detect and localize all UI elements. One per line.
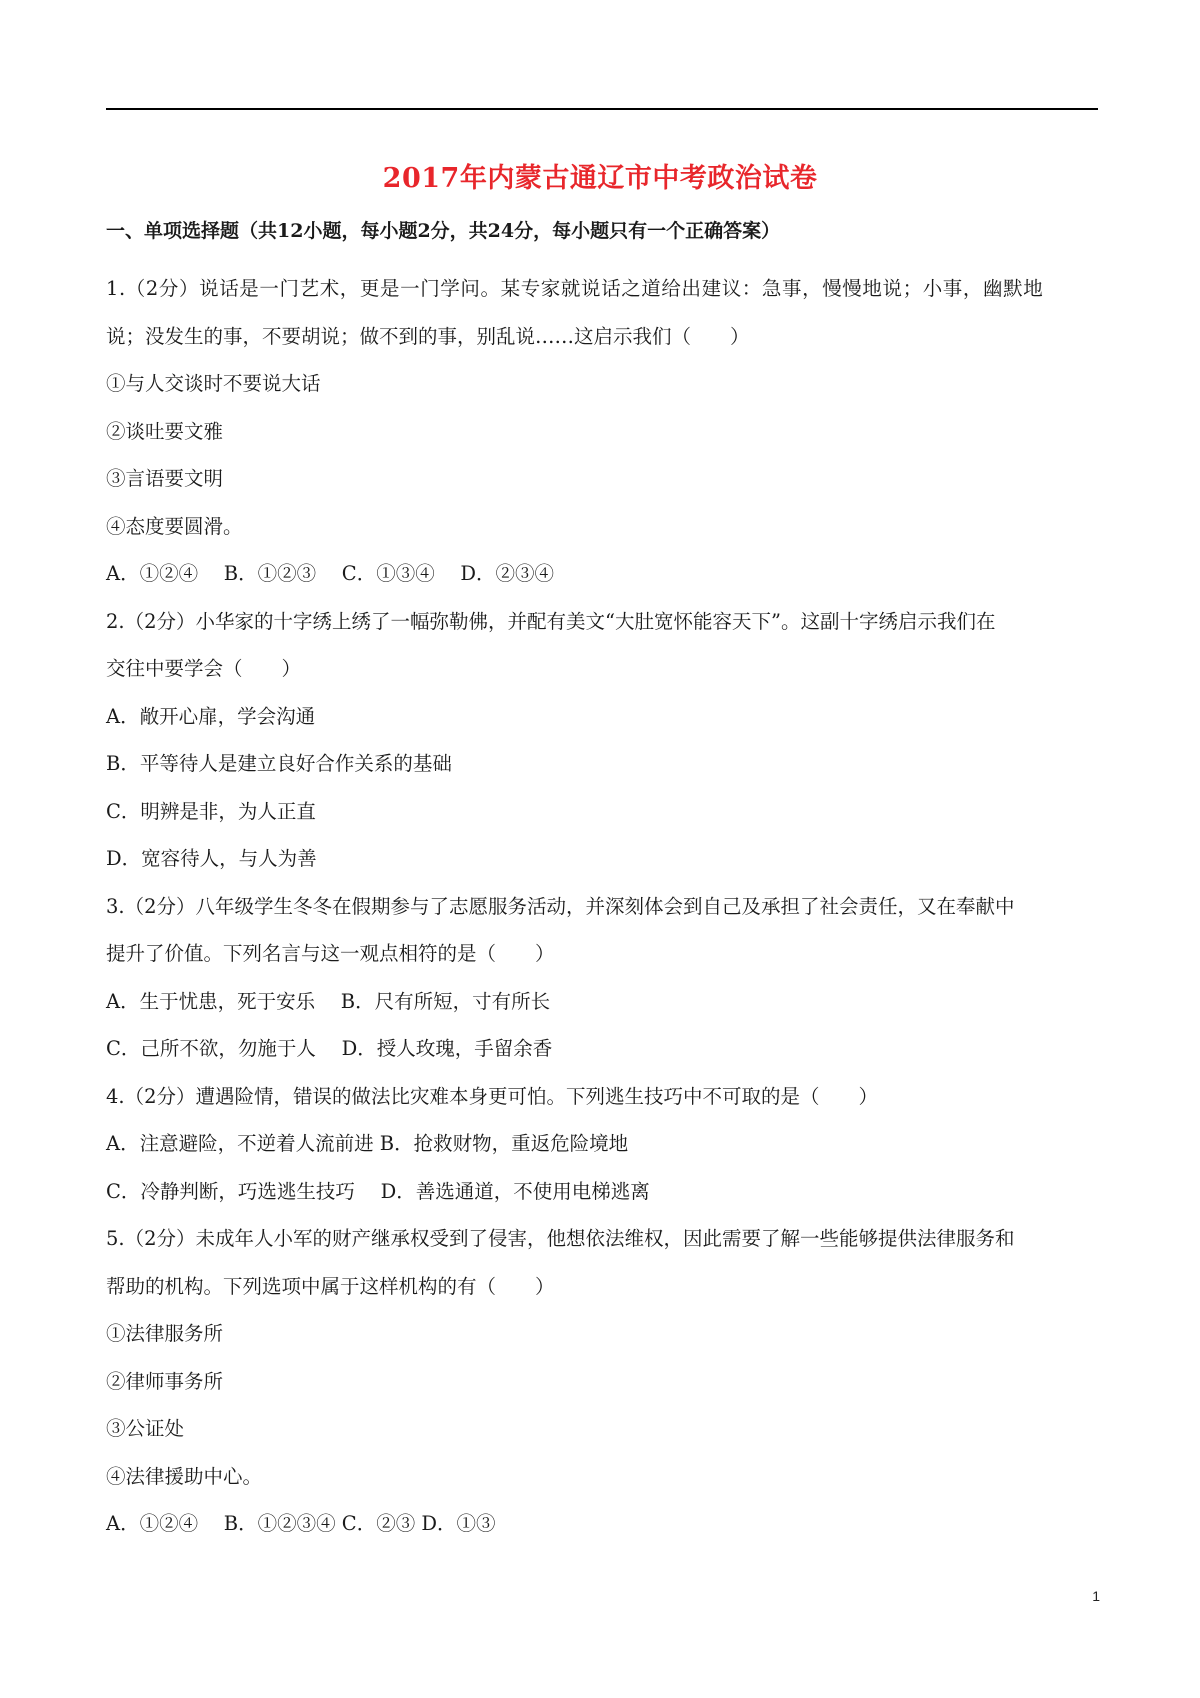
question-4-options-ab: A．注意避险，不逆着人流前进 B．抢救财物，重返危险境地 — [106, 1132, 629, 1155]
question-5-stem-line-2: 帮助的机构。下列选项中属于这样机构的有（ ） — [106, 1274, 555, 1298]
question-4-options-cd: C．冷静判断，巧选逃生技巧 D．善选通道，不使用电梯逃离 — [106, 1179, 650, 1203]
question-5-statement-1: ①法律服务所 — [106, 1322, 224, 1345]
question-1-statement-3: ③言语要文明 — [106, 467, 224, 490]
question-1-statement-4: ④态度要圆滑。 — [106, 514, 243, 538]
question-2-stem-line-2: 交往中要学会（ ） — [106, 657, 302, 680]
question-3-options-cd: C．己所不欲，勿施于人 D．授人玫瑰，手留余香 — [106, 1037, 553, 1060]
question-3-stem-line-2: 提升了价值。下列名言与这一观点相符的是（ ） — [106, 942, 555, 965]
exam-content — [106, 218, 1102, 1548]
question-2-option-a: A．敞开心扉，学会沟通 — [106, 704, 316, 728]
question-3-options-ab: A．生于忧患，死于安乐 B．尺有所短，寸有所长 — [106, 989, 551, 1013]
question-2-stem-line-1: 2.（2分）小华家的十字绣上绣了一幅弥勒佛，并配有美文“大肚宽怀能容天下”。这副十字绣启示我们在 — [106, 609, 996, 633]
question-2-option-d: D．宽容待人，与人为善 — [106, 847, 317, 870]
question-1-stem-line-2: 说；没发生的事，不要胡说；做不到的事，别乱说……这启示我们（ ） — [106, 324, 750, 348]
question-1-statement-2: ②谈吐要文雅 — [106, 419, 224, 443]
page-number: 1 — [1092, 1588, 1100, 1604]
question-1-options: A．①②④ B．①②③ C．①③④ D．②③④ — [106, 562, 555, 585]
header-rule — [106, 108, 1098, 110]
page-title: 2017年内蒙古通辽市中考政治试卷 — [382, 163, 818, 194]
question-1-stem-line-1: 1.（2分）说话是一门艺术，更是一门学问。某专家就说话之道给出建议：急事，慢慢地说；小事，幽默地 — [106, 277, 1044, 300]
question-2-option-b: B．平等待人是建立良好合作关系的基础 — [106, 752, 452, 775]
question-5-statement-3: ③公证处 — [106, 1417, 185, 1440]
section-heading: 一、单项选择题（共12小题，每小题2分，共24分，每小题只有一个正确答案） — [106, 220, 781, 242]
question-5-statement-2: ②律师事务所 — [106, 1369, 224, 1393]
question-5-stem-line-1: 5.（2分）未成年人小军的财产继承权受到了侵害，他想依法维权，因此需要了解一些能够提供法律服务和 — [106, 1227, 1015, 1250]
question-5-statement-4: ④法律援助中心。 — [106, 1464, 263, 1488]
question-4-stem: 4.（2分）遭遇险情，错误的做法比灾难本身更可怕。下列逃生技巧中不可取的是（ ） — [106, 1084, 879, 1108]
question-2-option-c: C．明辨是非，为人正直 — [106, 799, 316, 823]
question-3-stem-line-1: 3.（2分）八年级学生冬冬在假期参与了志愿服务活动，并深刻体会到自己及承担了社会责任，又在奉献中 — [106, 894, 1015, 918]
question-5-options: A．①②④ B．①②③④ C．②③ D．①③ — [106, 1512, 496, 1535]
question-1-statement-1: ①与人交谈时不要说大话 — [106, 372, 321, 395]
